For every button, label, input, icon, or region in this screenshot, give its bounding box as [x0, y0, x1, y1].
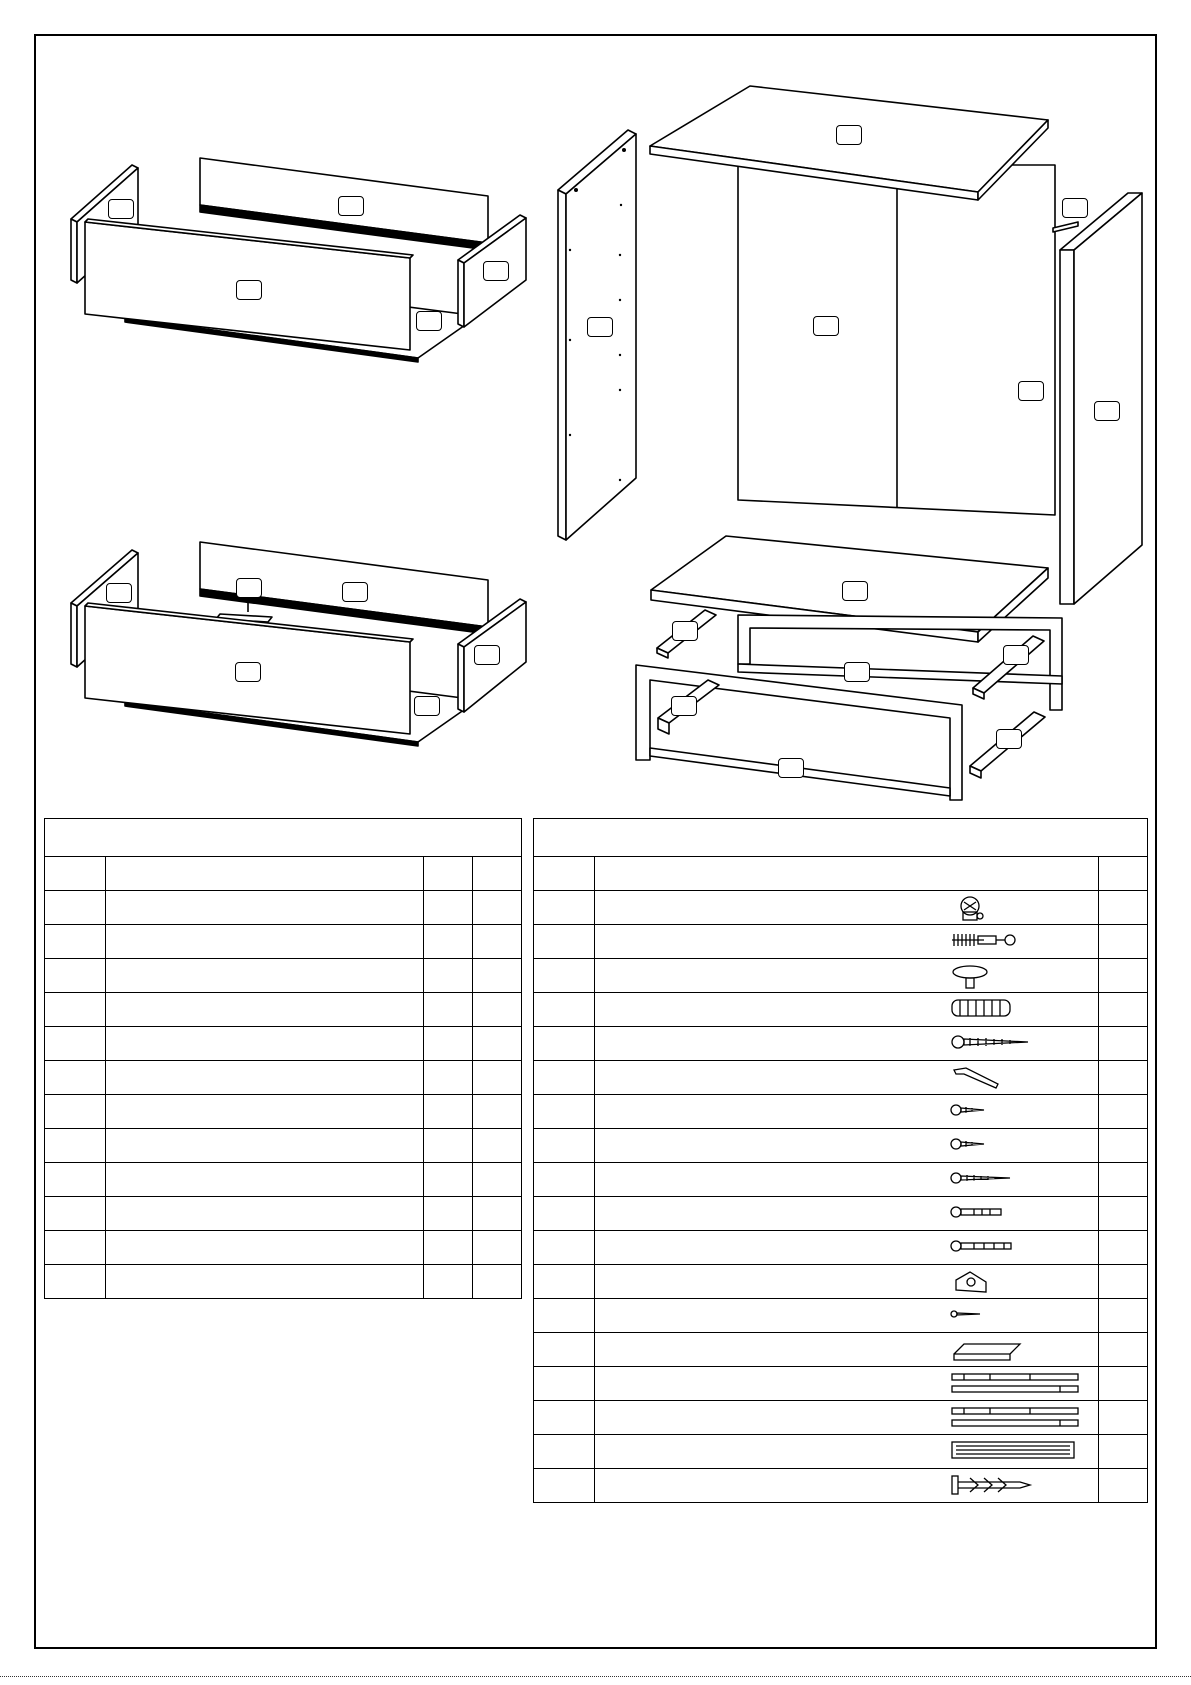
exploded-assembly-drawing — [0, 0, 1191, 820]
hardware-table-cell — [1099, 1095, 1148, 1129]
hardware-table-row — [534, 1401, 1148, 1435]
hardware-table-cell — [1099, 1163, 1148, 1197]
panel-table-title — [45, 819, 522, 857]
panel-table-cell — [424, 1027, 473, 1061]
hardware-table-cell — [595, 1265, 1099, 1299]
hardware-col-header — [534, 857, 595, 891]
panel-tag — [1094, 401, 1120, 421]
panel-table-cell — [473, 1061, 522, 1095]
hardware-table-cell — [595, 1401, 1099, 1435]
panel-table-cell — [45, 993, 106, 1027]
panel-table-cell — [45, 1027, 106, 1061]
hardware-table-cell — [1099, 925, 1148, 959]
panel-table-row — [45, 891, 522, 925]
hardware-table-cell — [534, 1333, 595, 1367]
panel-table-cell — [45, 1197, 106, 1231]
hardware-table-cell — [534, 1027, 595, 1061]
hardware-table-cell — [1099, 1401, 1148, 1435]
hardware-table-cell — [595, 1231, 1099, 1265]
panel-table-row — [45, 925, 522, 959]
panel-table-cell — [473, 925, 522, 959]
base-frame-assembly — [636, 610, 1062, 800]
hardware-table-cell — [1099, 1129, 1148, 1163]
cam-lock-icon — [950, 894, 1082, 922]
l-bracket-icon — [950, 1336, 1082, 1364]
hardware-col-header — [595, 857, 1099, 891]
page-bottom-edge — [0, 1676, 1191, 1685]
hardware-table-cell — [595, 1095, 1099, 1129]
hardware-table-cell — [1099, 891, 1148, 925]
panel-tag — [416, 311, 442, 331]
panel-table-cell — [45, 1231, 106, 1265]
panel-table-row — [45, 1265, 522, 1299]
panel-col-header — [473, 857, 522, 891]
small-screw-icon — [950, 1302, 1082, 1330]
panel-tag — [844, 662, 870, 682]
panel-table-cell — [106, 1061, 424, 1095]
panel-table-cell — [424, 1095, 473, 1129]
panel-tag — [483, 261, 509, 281]
hardware-table-cell — [534, 1095, 595, 1129]
panel-tag — [108, 199, 134, 219]
hardware-table-row — [534, 891, 1148, 925]
hardware-table-cell — [1099, 1367, 1148, 1401]
panel-table-cell — [424, 993, 473, 1027]
panel-table-cell — [473, 1129, 522, 1163]
panel-table-cell — [473, 891, 522, 925]
panel-table-row — [45, 1163, 522, 1197]
panel-table-cell — [424, 1197, 473, 1231]
panel-table-row — [45, 993, 522, 1027]
hardware-table-row — [534, 1027, 1148, 1061]
machine-bolt-icon — [950, 1200, 1082, 1228]
long-wood-screw-icon — [950, 1030, 1082, 1058]
panel-table-cell — [45, 1163, 106, 1197]
panel-table-cell — [45, 1265, 106, 1299]
allen-key-icon — [950, 1064, 1082, 1092]
panel-tag — [671, 696, 697, 716]
hardware-table-cell — [1099, 1027, 1148, 1061]
hardware-table-cell — [595, 1129, 1099, 1163]
panel-table-cell — [106, 959, 424, 993]
panel-tag — [672, 621, 698, 641]
panel-table-cell — [45, 959, 106, 993]
hardware-table-row — [534, 1469, 1148, 1503]
panel-table-cell — [45, 1129, 106, 1163]
hardware-table-row — [534, 1231, 1148, 1265]
hardware-table-row — [534, 959, 1148, 993]
panel-tag — [1018, 381, 1044, 401]
hardware-table-cell — [534, 925, 595, 959]
panel-table-cell — [424, 1265, 473, 1299]
panel-tag — [474, 645, 500, 665]
hardware-table-cell — [1099, 1333, 1148, 1367]
panel-table-cell — [45, 1061, 106, 1095]
hardware-table-cell — [534, 1435, 595, 1469]
hardware-table-cell — [534, 1129, 595, 1163]
panel-tag — [778, 758, 804, 778]
hardware-table-cell — [595, 959, 1099, 993]
panel-tag — [842, 581, 868, 601]
hardware-table-cell — [534, 1367, 595, 1401]
hardware-table-cell — [534, 1299, 595, 1333]
panel-table-row — [45, 1095, 522, 1129]
panel-table-cell — [424, 891, 473, 925]
panel-table-row — [45, 959, 522, 993]
hardware-table-cell — [534, 1163, 595, 1197]
hardware-table-cell — [534, 1231, 595, 1265]
hardware-table-cell — [595, 1469, 1099, 1503]
hardware-table-row — [534, 1129, 1148, 1163]
hardware-table-row — [534, 1299, 1148, 1333]
medium-screw-icon — [950, 1166, 1082, 1194]
panel-table-cell — [424, 925, 473, 959]
panel-tag — [236, 578, 262, 598]
panel-table-cell — [106, 1197, 424, 1231]
panel-tag — [1003, 645, 1029, 665]
panel-table-cell — [106, 1129, 424, 1163]
panel-table-cell — [106, 1265, 424, 1299]
hardware-table-cell — [534, 1197, 595, 1231]
panel-table-cell — [473, 1231, 522, 1265]
wall-anchor-icon — [950, 1472, 1082, 1500]
hardware-table-cell — [595, 1435, 1099, 1469]
hardware-table-cell — [595, 1197, 1099, 1231]
panel-table-cell — [473, 1027, 522, 1061]
hardware-table-cell — [1099, 993, 1148, 1027]
hardware-table-row — [534, 1061, 1148, 1095]
panel-tag — [236, 280, 262, 300]
hardware-table-cell — [1099, 1197, 1148, 1231]
panel-tag — [342, 582, 368, 602]
hardware-table-cell — [1099, 1265, 1148, 1299]
long-machine-bolt-icon — [950, 1234, 1082, 1262]
hardware-table-cell — [1099, 1469, 1148, 1503]
hardware-table-cell — [595, 1027, 1099, 1061]
corner-bracket-icon — [950, 1268, 1082, 1296]
drawer-lower-assembly — [71, 542, 526, 746]
panel-tag — [338, 196, 364, 216]
panel-table-cell — [424, 1129, 473, 1163]
hardware-table-row — [534, 1197, 1148, 1231]
panel-col-header — [106, 857, 424, 891]
panel-table-row — [45, 1197, 522, 1231]
wooden-dowel-icon — [950, 996, 1082, 1024]
hardware-table-cell — [595, 993, 1099, 1027]
panel-col-header — [45, 857, 106, 891]
panel-table-row — [45, 1027, 522, 1061]
panel-table-cell — [106, 891, 424, 925]
hardware-table-cell — [595, 891, 1099, 925]
hardware-table-cell — [534, 891, 595, 925]
hardware-table-cell — [1099, 1061, 1148, 1095]
panel-table-cell — [424, 1231, 473, 1265]
hardware-parts-table — [533, 818, 1148, 1503]
hardware-table-row — [534, 1435, 1148, 1469]
panel-table-cell — [45, 891, 106, 925]
hardware-table-cell — [534, 1401, 595, 1435]
drawer-runner-icon — [950, 1370, 1082, 1398]
hardware-table-cell — [595, 1061, 1099, 1095]
panel-table-cell — [106, 993, 424, 1027]
panel-tag — [414, 696, 440, 716]
panel-table-cell — [424, 1163, 473, 1197]
hardware-col-header — [1099, 857, 1148, 891]
drawer-upper-assembly — [71, 158, 526, 362]
base-front-frame — [636, 665, 962, 800]
panel-table-cell — [473, 1265, 522, 1299]
hardware-table-cell — [1099, 1231, 1148, 1265]
panel-table-cell — [106, 1095, 424, 1129]
cover-cap-icon — [950, 962, 1082, 990]
hardware-table-cell — [1099, 959, 1148, 993]
panel-tag — [836, 125, 862, 145]
hardware-table-title — [534, 819, 1148, 857]
panel-parts-table — [44, 818, 522, 1299]
hardware-table-row — [534, 993, 1148, 1027]
panel-tag — [587, 317, 613, 337]
hardware-table-row — [534, 1265, 1148, 1299]
hardware-table-cell — [534, 993, 595, 1027]
panel-table-cell — [473, 1095, 522, 1129]
panel-table-cell — [473, 1197, 522, 1231]
panel-tag — [1062, 198, 1088, 218]
hardware-table-cell — [595, 925, 1099, 959]
panel-table-row — [45, 1231, 522, 1265]
hardware-table-row — [534, 1095, 1148, 1129]
panel-tag — [813, 316, 839, 336]
drawer-runner-icon — [950, 1404, 1082, 1432]
short-screw-icon — [950, 1098, 1082, 1126]
panel-table-cell — [473, 1163, 522, 1197]
panel-table-cell — [473, 993, 522, 1027]
cam-bolt-icon — [950, 928, 1082, 956]
panel-table-cell — [45, 925, 106, 959]
hardware-table-row — [534, 925, 1148, 959]
panel-table-cell — [424, 959, 473, 993]
panel-table-row — [45, 1129, 522, 1163]
panel-table-cell — [473, 959, 522, 993]
felt-pad-strip-icon — [950, 1438, 1082, 1466]
hardware-table-row — [534, 1367, 1148, 1401]
hardware-table-cell — [534, 1469, 595, 1503]
hardware-table-cell — [534, 1061, 595, 1095]
hardware-table-cell — [595, 1163, 1099, 1197]
hardware-table-cell — [595, 1299, 1099, 1333]
panel-table-cell — [106, 925, 424, 959]
panel-table-cell — [106, 1027, 424, 1061]
cabinet-body-assembly — [558, 86, 1142, 642]
panel-tag — [106, 583, 132, 603]
panel-tag — [235, 662, 261, 682]
hardware-table-cell — [1099, 1435, 1148, 1469]
hardware-table-cell — [595, 1333, 1099, 1367]
panel-col-header — [424, 857, 473, 891]
hardware-table-cell — [534, 959, 595, 993]
panel-table-cell — [106, 1163, 424, 1197]
panel-table-row — [45, 1061, 522, 1095]
short-screw-icon — [950, 1132, 1082, 1160]
hardware-table-cell — [1099, 1299, 1148, 1333]
hardware-table-cell — [534, 1265, 595, 1299]
hardware-table-row — [534, 1163, 1148, 1197]
panel-tag — [996, 729, 1022, 749]
panel-table-cell — [45, 1095, 106, 1129]
panel-table-cell — [106, 1231, 424, 1265]
hardware-table-row — [534, 1333, 1148, 1367]
panel-table-cell — [424, 1061, 473, 1095]
hardware-table-cell — [595, 1367, 1099, 1401]
